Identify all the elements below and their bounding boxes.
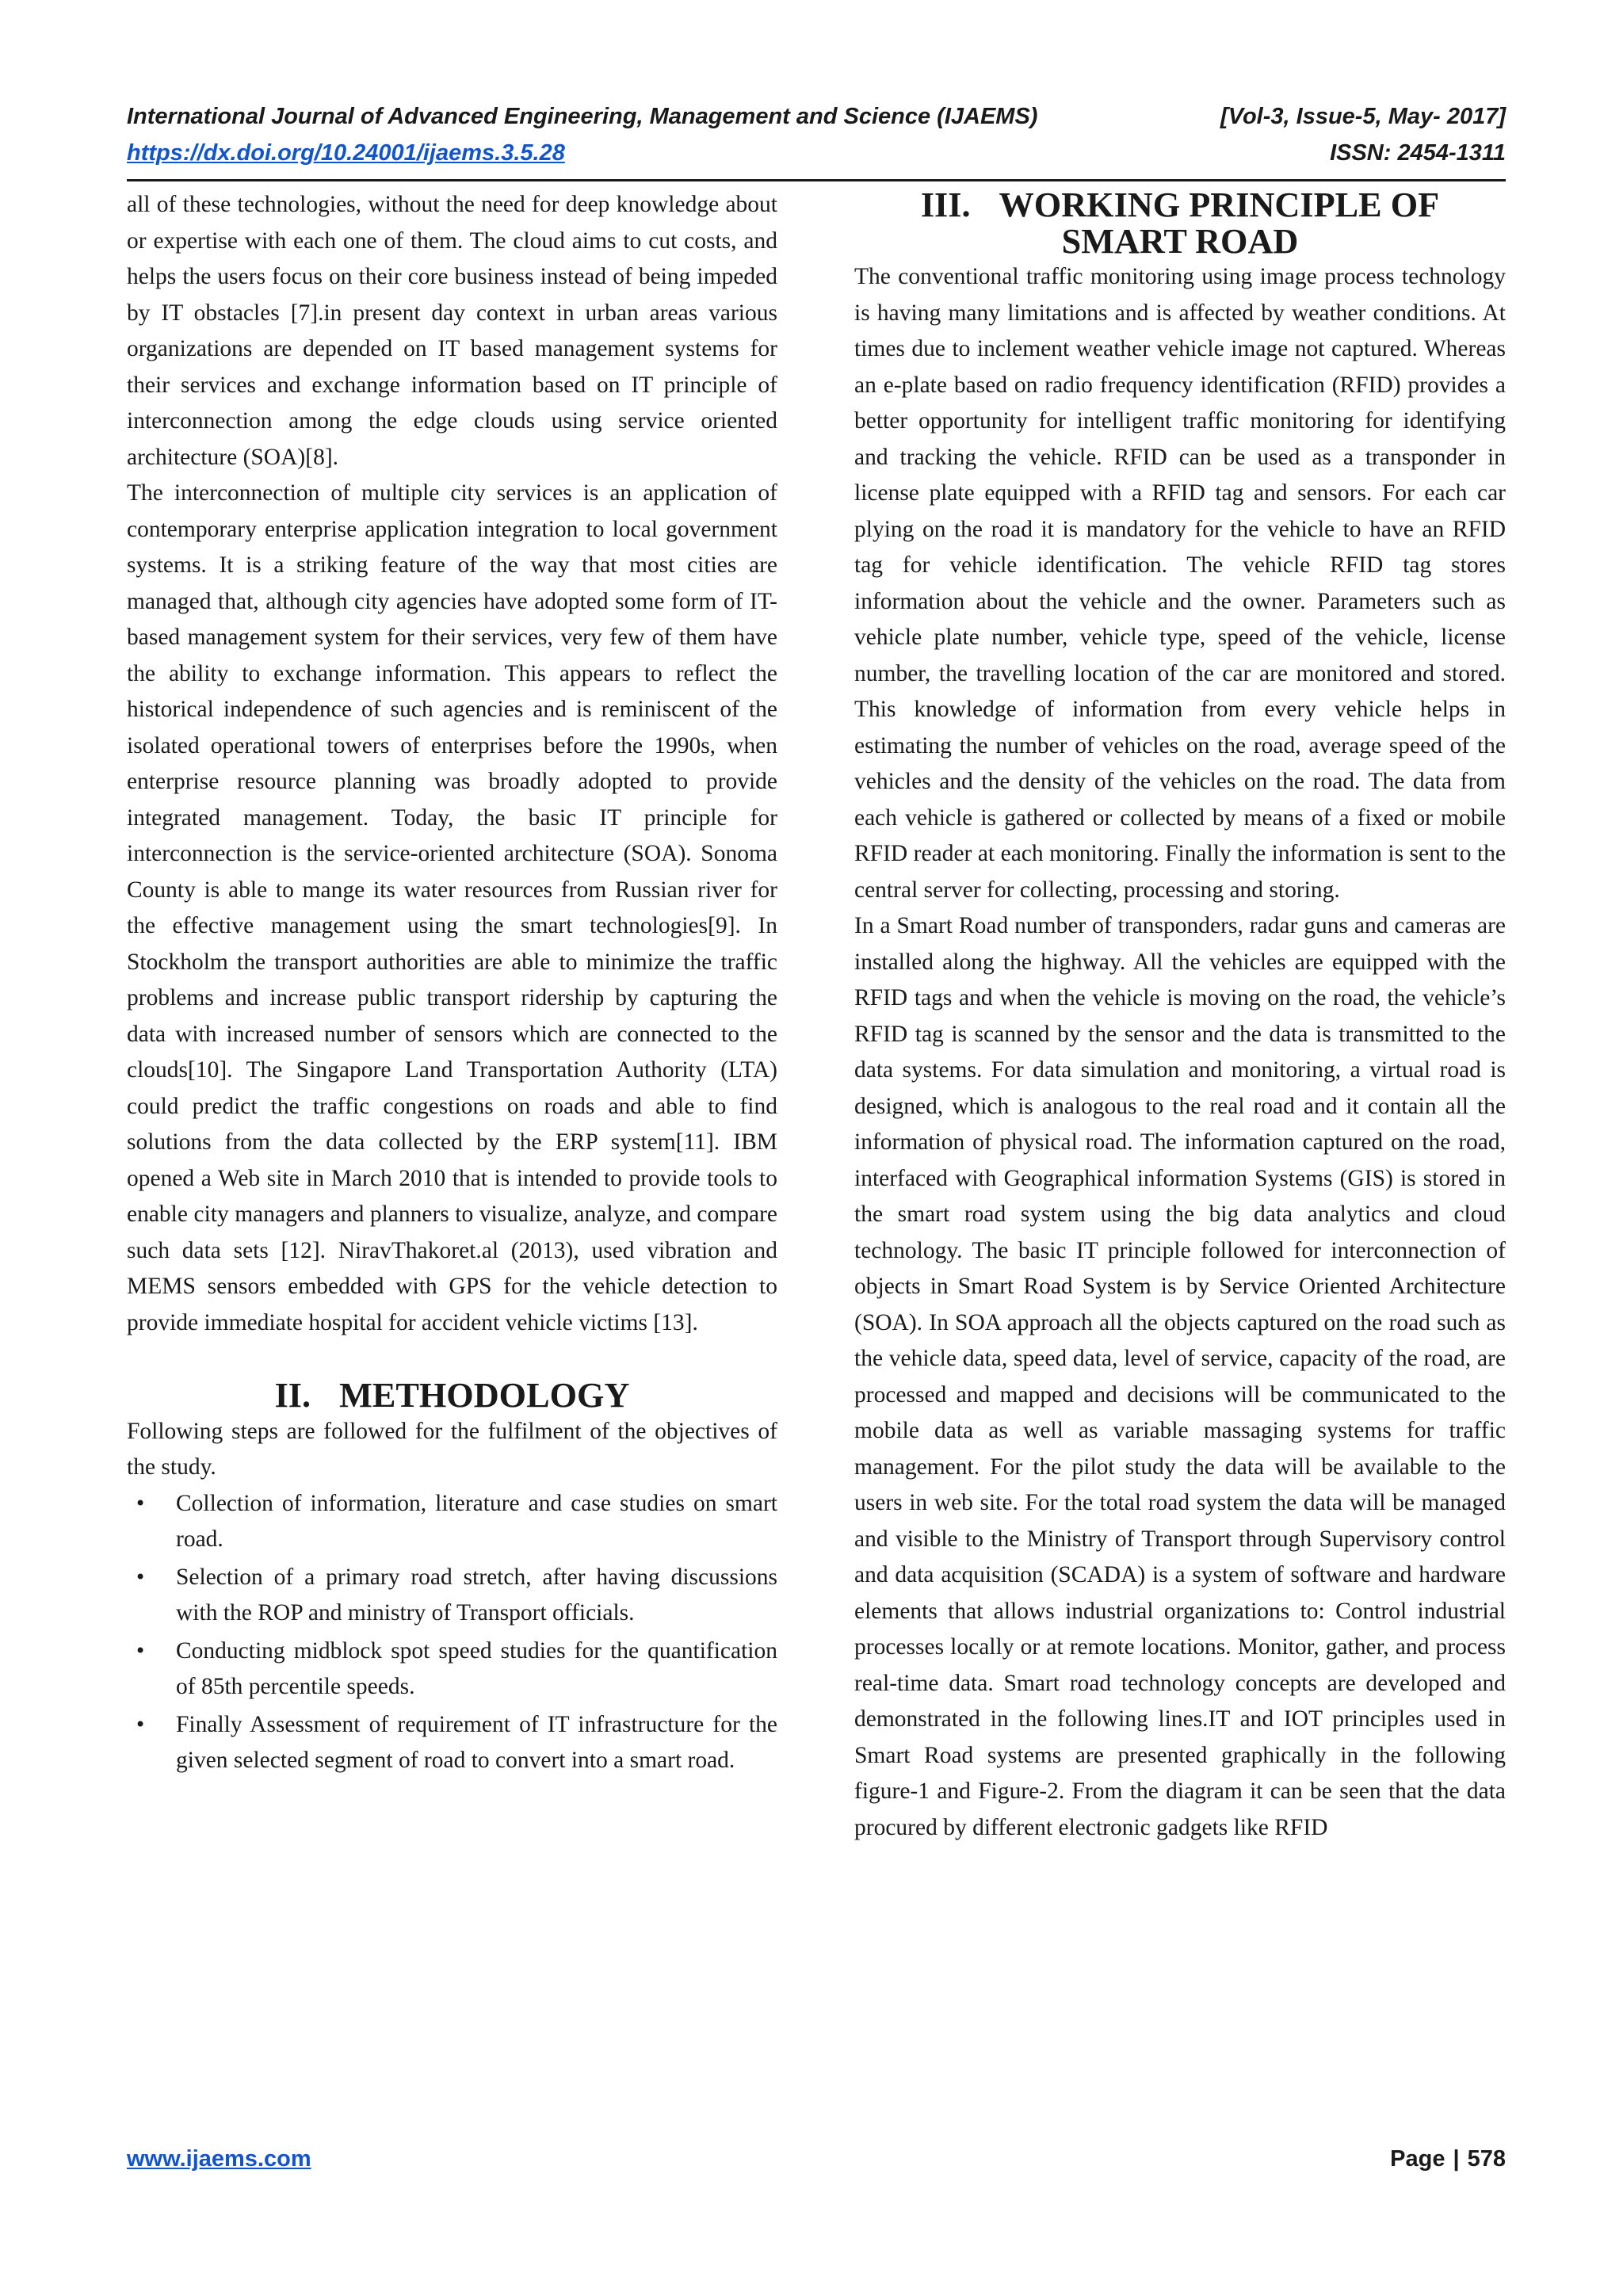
body-paragraph: In a Smart Road number of transponders, radar guns and cameras are installed along the highway. All the vehicles are equipped with the RFID tags and when the vehicle is moving on the road, the vehicle’s RFID tag is scanned by the sensor and the data is transmitted to the data systems. For data simulation and monitoring, a virtual road is designed, which is analogous to the real road and it contain all the information of physical road. The information captured on the road, interfaced with Geographical information Systems (GIS) is stored in the smart road system using the big data analytics and cloud technology. The basic IT principle followed for interconnection of objects in Smart Road System is by Service Oriented Architecture (SOA). In SOA approach all the objects captured on the road such as the vehicle data, speed data, level of service, capacity of the road, are processed and mapped and decisions will be communicated to the mobile data as well as variable massaging systems for traffic management. For the pilot study the data will be available to the users in web site. For the total road system the data will be managed and visible to the Ministry of Transport through Supervisory control and data acquisition (SCADA) is a system of software and hardware elements that allows industrial organizations to: Control industrial processes locally or at remote locations. Monitor, gather, and process real-time data. Smart road technology concepts are developed and demonstrated in the following lines.IT and IOT principles used in Smart Road systems are presented graphically in the following figure-1 and Figure-2. From the diagram it can be seen that the data procured by different electronic gadgets like RFID	[854, 913, 1506, 1840]
right-column	[854, 187, 1506, 1846]
bullet-icon: •	[135, 1639, 147, 1662]
list-item	[127, 1486, 777, 1558]
bullet-icon: •	[135, 1565, 147, 1588]
website-link[interactable]: www.ijaems.com	[127, 2146, 311, 2172]
methodology-steps	[127, 1486, 777, 1779]
issn: ISSN: 2454-1311	[1330, 140, 1506, 166]
list-item-text: Finally Assessment of requirement of IT infrastructure for the given selected segment of road to convert into a smart road.	[176, 1711, 777, 1773]
methodology-intro: Following steps are followed for the fulfilment of the objectives of the study.	[127, 1418, 777, 1480]
page-indicator	[1390, 2146, 1506, 2172]
header-divider	[127, 179, 1506, 181]
section-spacer	[127, 1341, 777, 1377]
list-item-text: Selection of a primary road stretch, after having discussions with the ROP and ministry of Transport officials.	[176, 1564, 777, 1626]
list-item	[127, 1560, 777, 1632]
list-item-text: Collection of information, literature and case studies on smart road.	[176, 1490, 777, 1552]
list-item	[127, 1707, 777, 1779]
left-column	[127, 187, 777, 1781]
page-footer	[127, 2146, 1506, 2172]
bullet-icon: •	[135, 1492, 147, 1515]
bullet-icon: •	[135, 1713, 147, 1736]
page-header	[127, 98, 1506, 171]
list-item	[127, 1633, 777, 1706]
list-item-text: Conducting midblock spot speed studies for the quantification of 85th percentile speeds.	[176, 1637, 777, 1699]
section-heading-methodology	[127, 1377, 777, 1414]
body-paragraph: The conventional traffic monitoring using image process technology is having many limitations and is affected by weather conditions. At times due to inclement weather vehicle image not captured. Whereas an e-plate based on radio frequency identification (RFID) provides a better opportunity for intelligent traffic monitoring for identifying and tracking the vehicle. RFID can be used as a transponder in license plate equipped with a RFID tag and sensors. For each car plying on the road it is mandatory for the vehicle to have an RFID tag for vehicle identification. The vehicle RFID tag stores information about the vehicle and the owner. Parameters such as vehicle plate number, vehicle type, speed of the vehicle, license number, the travelling location of the car are monitored and stored. This knowledge of information from every vehicle helps in estimating the number of vehicles on the road, average speed of the vehicles and the density of the vehicles on the road. The data from each vehicle is gathered or collected by means of a fixed or mobile RFID reader at each monitoring. Finally the information is sent to the central server for collecting, processing and storing.	[854, 264, 1506, 903]
section-number: III.	[920, 185, 971, 224]
body-paragraph: The interconnection of multiple city services is an application of contemporary enterprise application integration to local government systems. It is a striking feature of the way that most cities are managed that, although city agencies have adopted some form of IT-based management system for their services, very few of them have the ability to exchange information. This appears to reflect the historical independence of such agencies and is reminiscent of the isolated operational towers of enterprises before the 1990s, when enterprise resource planning was broadly adopted to provide integrated management. Today, the basic IT principle for interconnection is the service-oriented architecture (SOA). Sonoma County is able to mange its water resources from Russian river for the effective management using the smart technologies[9]. In Stockholm the transport authorities are able to minimize the traffic problems and increase public transport ridership by capturing the data with increased number of sensors which are connected to the clouds[10]. The Singapore Land Transportation Authority (LTA) could predict the traffic congestions on roads and able to find solutions from the data collected by the ERP system[11]. IBM opened a Web site in March 2010 that is intended to provide tools to enable city managers and planners to visualize, analyze, and compare such data sets [12]. NiravThakoret.al (2013), used vibration and MEMS sensors embedded with GPS for the vehicle detection to provide immediate hospital for accident vehicle victims [13].	[127, 480, 777, 1335]
body-paragraph: all of these technologies, without the need for deep knowledge about or expertise with each one of them. The cloud aims to cut costs, and helps the users focus on their core business instead of being impeded by IT obstacles [7].in present day context in urban areas various organizations are depended on IT based management systems for their services and exchange information based on IT principle of interconnection among the edge clouds using service oriented architecture (SOA)[8].	[127, 192, 777, 470]
page-label: Page	[1390, 2146, 1445, 2172]
page-separator: |	[1453, 2146, 1460, 2172]
journal-title: International Journal of Advanced Engineering, Management and Science (IJAEMS)	[127, 104, 1038, 129]
section-title: WORKING PRINCIPLE OF SMART ROAD	[999, 185, 1440, 261]
section-number: II.	[274, 1376, 311, 1415]
page-number: 578	[1467, 2146, 1506, 2172]
section-title: METHODOLOGY	[339, 1376, 630, 1415]
section-heading-working-principle	[854, 187, 1506, 259]
volume-info: [Vol-3, Issue-5, May- 2017]	[1220, 104, 1506, 129]
doi-link[interactable]: https://dx.doi.org/10.24001/ijaems.3.5.28	[127, 140, 565, 166]
